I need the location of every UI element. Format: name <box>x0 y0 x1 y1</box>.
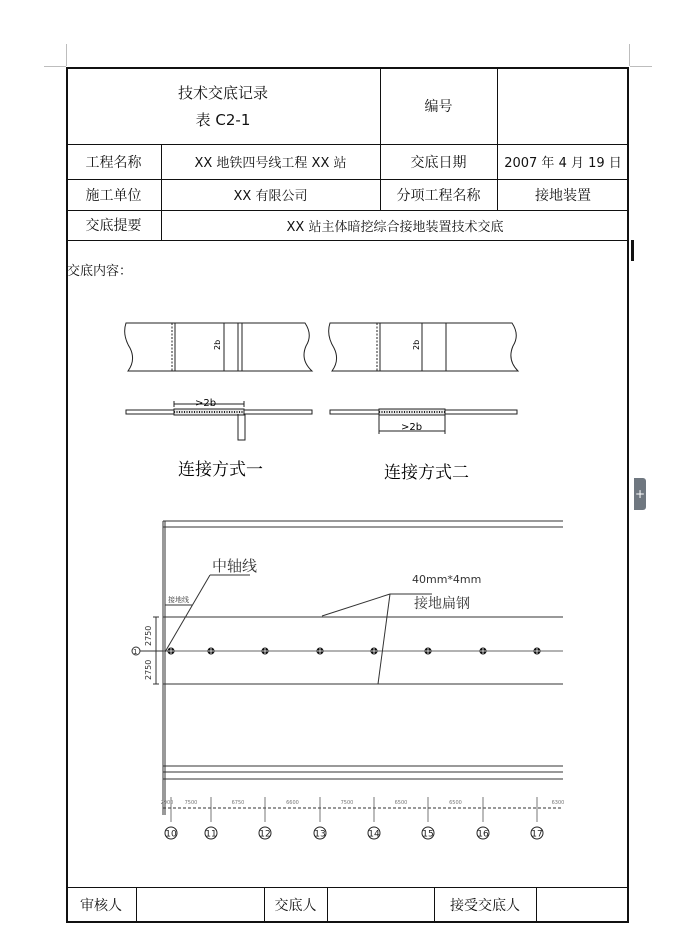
span-dimension: 6500 <box>449 800 462 806</box>
construction-unit-label: 施工单位 <box>85 187 142 204</box>
axis-number: 11 <box>205 829 217 840</box>
weld-mark-2: 2b <box>412 339 421 350</box>
date-value[interactable]: 2007 年 4 月 19 日 <box>504 156 622 171</box>
receiver-value[interactable] <box>536 887 629 923</box>
construction-unit-value[interactable]: XX 有限公司 <box>233 189 308 204</box>
project-name-label: 工程名称 <box>85 154 142 171</box>
summary-label: 交底提要 <box>85 218 142 234</box>
left-dimension-bottom: 2750 <box>144 659 153 680</box>
axis-number: 17 <box>531 829 543 840</box>
steel-name-label: 接地扁钢 <box>414 596 470 612</box>
subproject-value[interactable]: 接地装置 <box>535 187 591 204</box>
span-dimension: 7500 <box>340 800 354 806</box>
discloser-value[interactable] <box>327 887 434 923</box>
content-heading: 交底内容： <box>67 264 133 279</box>
axis-number: 10 <box>165 829 177 840</box>
axis-number: 16 <box>477 829 489 840</box>
summary-value[interactable]: XX 站主体暗挖综合接地装置技术交底 <box>286 219 504 235</box>
lap-length-label-2: >2b <box>401 422 423 433</box>
span-dimension: 7500 <box>184 800 198 806</box>
reviewer-value[interactable] <box>136 887 264 923</box>
connection-method-1: 连接方式一 <box>178 460 263 480</box>
form-number: 表 C2-1 <box>195 110 251 129</box>
axis-number: 15 <box>422 829 434 840</box>
steel-spec-label: 40mm*4mm <box>412 573 482 586</box>
span-dimension: 6500 <box>394 800 408 806</box>
project-name-value[interactable]: XX 地铁四号线工程 XX 站 <box>194 156 347 171</box>
side-expand-button[interactable]: + <box>634 478 646 510</box>
subproject-label: 分项工程名称 <box>396 187 481 204</box>
date-label: 交底日期 <box>410 154 467 171</box>
span-dimension: 2900 <box>160 800 174 806</box>
axis-number: 13 <box>314 829 326 840</box>
ground-wire-label: 接地线 <box>168 596 189 604</box>
span-dimension: 6600 <box>286 800 299 806</box>
axis-marker: 1 <box>133 648 138 656</box>
reviewer-label: 审核人 <box>80 898 122 914</box>
center-line-label: 中轴线 <box>212 557 258 575</box>
weld-mark-1: 2b <box>213 339 222 350</box>
receiver-label: 接受交底人 <box>450 898 520 914</box>
span-dimension: 6300 <box>551 800 565 806</box>
discloser-label: 交底人 <box>274 898 317 914</box>
document-title: 技术交底记录 <box>177 83 268 102</box>
grounding-plan-drawing <box>0 500 689 860</box>
left-dimension-top: 2750 <box>144 625 153 646</box>
lap-length-label-1: >2b <box>195 398 217 409</box>
axis-number: 14 <box>368 829 380 840</box>
number-label: 编号 <box>424 98 453 115</box>
span-dimension: 6750 <box>231 800 245 806</box>
connection-method-2: 连接方式二 <box>384 463 469 483</box>
axis-number: 12 <box>259 829 271 840</box>
